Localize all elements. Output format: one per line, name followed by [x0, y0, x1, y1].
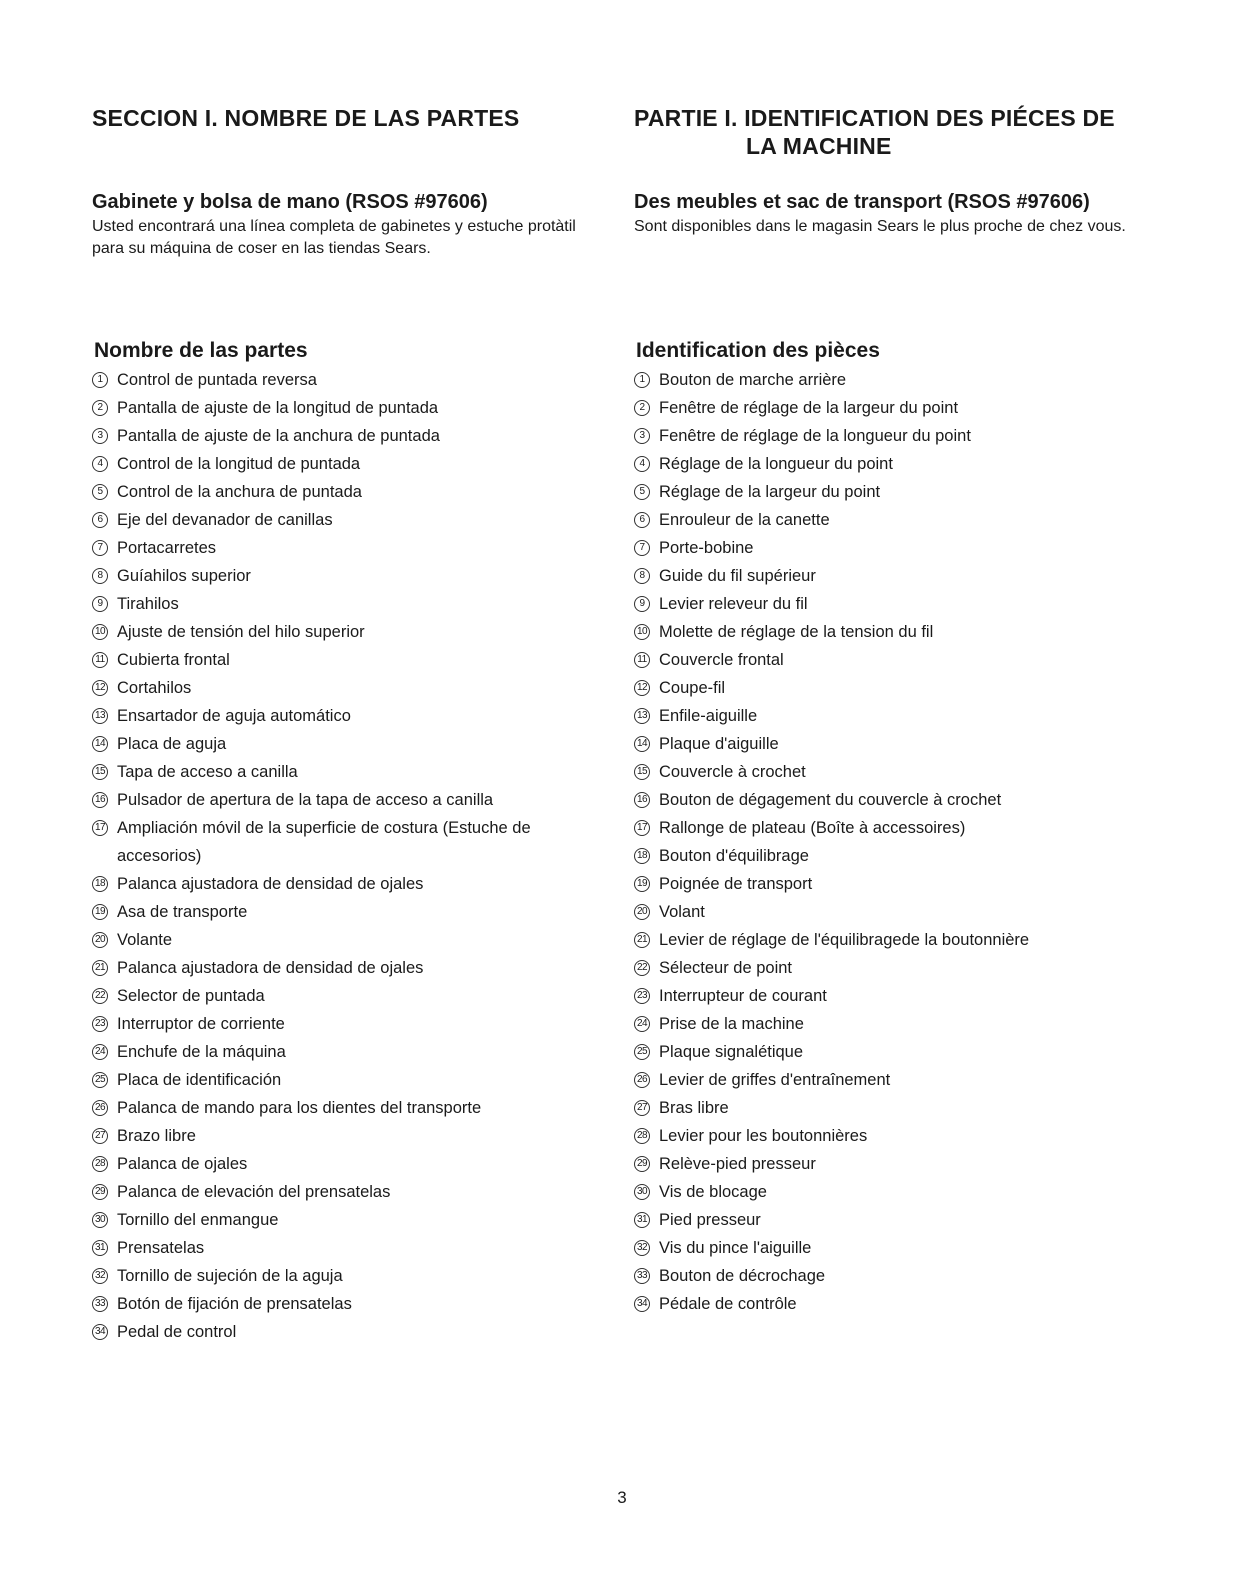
- circled-number-icon: 7: [634, 540, 650, 556]
- part-name: Levier releveur du fil: [659, 595, 808, 613]
- parts-title-fr: Identification des pièces: [636, 339, 880, 362]
- circled-number-icon: 15: [92, 764, 108, 780]
- list-item: [92, 898, 592, 926]
- part-name: Control de puntada reversa: [117, 371, 317, 389]
- part-name: Palanca ajustadora de densidad de ojales: [117, 959, 424, 977]
- list-item: [92, 1066, 592, 1094]
- part-name: Portacarretes: [117, 539, 217, 557]
- part-name: Levier de réglage de l'équilibragede la boutonnière: [659, 931, 1030, 949]
- list-item: [92, 758, 592, 786]
- part-name: Palanca ajustadora de densidad de ojales: [117, 875, 424, 893]
- list-item: [634, 590, 1154, 618]
- part-name: Bouton de marche arrière: [659, 371, 847, 389]
- part-name: Levier de griffes d'entraînement: [659, 1071, 891, 1089]
- part-name: Placa de aguja: [117, 735, 227, 753]
- list-item: [92, 562, 592, 590]
- circled-number-icon: 3: [634, 428, 650, 444]
- circled-number-icon: 26: [92, 1100, 108, 1116]
- part-name: Couvercle frontal: [659, 651, 784, 669]
- part-name: Bouton de dégagement du couvercle à crochet: [659, 791, 1002, 809]
- list-item: [634, 954, 1154, 982]
- circled-number-icon: 10: [634, 624, 650, 640]
- list-item: [634, 870, 1154, 898]
- circled-number-icon: 11: [92, 652, 108, 668]
- list-item: [634, 1262, 1154, 1290]
- circled-number-icon: 16: [92, 792, 108, 808]
- part-name: Palanca de elevación del prensatelas: [117, 1183, 391, 1201]
- circled-number-icon: 32: [92, 1268, 108, 1284]
- circled-number-icon: 30: [92, 1212, 108, 1228]
- list-item: [634, 618, 1154, 646]
- list-item: [634, 366, 1154, 394]
- list-item: [634, 898, 1154, 926]
- circled-number-icon: 3: [92, 428, 108, 444]
- list-item: [634, 730, 1154, 758]
- list-item: [92, 1122, 592, 1150]
- cabinet-description-es: Usted encontrará una línea completa de gabinetes y estuche protàtil para su máquina de coser en las tiendas Sears.: [92, 218, 576, 257]
- list-item: [634, 1234, 1154, 1262]
- circled-number-icon: 24: [634, 1016, 650, 1032]
- part-name: Vis de blocage: [659, 1183, 767, 1201]
- part-name: Tirahilos: [117, 595, 179, 613]
- list-item: [92, 1010, 592, 1038]
- parts-list-fr: [634, 366, 1154, 1318]
- circled-number-icon: 25: [634, 1044, 650, 1060]
- part-name: Poignée de transport: [659, 875, 813, 893]
- circled-number-icon: 2: [92, 400, 108, 416]
- list-item: [92, 590, 592, 618]
- circled-number-icon: 12: [634, 680, 650, 696]
- circled-number-icon: 21: [634, 932, 650, 948]
- cabinet-description-fr: Sont disponibles dans le magasin Sears le plus proche de chez vous.: [634, 218, 1126, 235]
- circled-number-icon: 2: [634, 400, 650, 416]
- list-item: [92, 1262, 592, 1290]
- circled-number-icon: 18: [634, 848, 650, 864]
- list-item: [92, 394, 592, 422]
- list-item: [634, 1206, 1154, 1234]
- list-item: [634, 1094, 1154, 1122]
- list-item: [634, 478, 1154, 506]
- part-name: Vis du pince l'aiguille: [659, 1239, 812, 1257]
- circled-number-icon: 22: [634, 960, 650, 976]
- circled-number-icon: 4: [634, 456, 650, 472]
- list-item: [92, 870, 592, 898]
- list-item: [634, 702, 1154, 730]
- list-item: [634, 1010, 1154, 1038]
- part-name: Cubierta frontal: [117, 651, 230, 669]
- part-name: Volante: [117, 931, 173, 949]
- circled-number-icon: 23: [634, 988, 650, 1004]
- part-name: Tornillo de sujeción de la aguja: [117, 1267, 343, 1285]
- list-item: [634, 422, 1154, 450]
- part-name: Plaque d'aiguille: [659, 735, 779, 753]
- circled-number-icon: 29: [634, 1156, 650, 1172]
- list-item: [634, 982, 1154, 1010]
- part-name: Brazo libre: [117, 1127, 196, 1145]
- parts-title-es: Nombre de las partes: [94, 339, 308, 362]
- circled-number-icon: 21: [92, 960, 108, 976]
- part-name: Fenêtre de réglage de la longueur du point: [659, 427, 971, 445]
- part-name: Tapa de acceso a canilla: [117, 763, 298, 781]
- part-name: Ampliación móvil de la superficie de costura (Estuche de accesorios): [117, 819, 531, 865]
- part-name: Palanca de ojales: [117, 1155, 248, 1173]
- part-name: Control de la longitud de puntada: [117, 455, 361, 473]
- part-name: Pedal de control: [117, 1323, 237, 1341]
- list-item: [92, 730, 592, 758]
- circled-number-icon: 16: [634, 792, 650, 808]
- part-name: Rallonge de plateau (Boîte à accessoires): [659, 819, 966, 837]
- cabinet-subtitle-es: Gabinete y bolsa de mano (RSOS #97606): [92, 191, 488, 213]
- part-name: Pied presseur: [659, 1211, 761, 1229]
- part-name: Porte-bobine: [659, 539, 754, 557]
- circled-number-icon: 19: [634, 876, 650, 892]
- part-name: Eje del devanador de canillas: [117, 511, 333, 529]
- circled-number-icon: 33: [634, 1268, 650, 1284]
- circled-number-icon: 1: [634, 372, 650, 388]
- part-name: Bouton d'équilibrage: [659, 847, 809, 865]
- part-name: Bras libre: [659, 1099, 729, 1117]
- circled-number-icon: 33: [92, 1296, 108, 1312]
- circled-number-icon: 26: [634, 1072, 650, 1088]
- list-item: [92, 422, 592, 450]
- list-item: [92, 646, 592, 674]
- part-name: Pulsador de apertura de la tapa de acceso a canilla: [117, 791, 494, 809]
- circled-number-icon: 4: [92, 456, 108, 472]
- circled-number-icon: 19: [92, 904, 108, 920]
- part-name: Control de la anchura de puntada: [117, 483, 362, 501]
- part-name: Guíahilos superior: [117, 567, 251, 585]
- circled-number-icon: 34: [92, 1324, 108, 1340]
- circled-number-icon: 14: [92, 736, 108, 752]
- circled-number-icon: 20: [634, 904, 650, 920]
- part-name: Volant: [659, 903, 705, 921]
- circled-number-icon: 9: [634, 596, 650, 612]
- part-name: Molette de réglage de la tension du fil: [659, 623, 934, 641]
- circled-number-icon: 11: [634, 652, 650, 668]
- list-item: [92, 478, 592, 506]
- list-item: [92, 1178, 592, 1206]
- part-name: Tornillo del enmangue: [117, 1211, 279, 1229]
- circled-number-icon: 32: [634, 1240, 650, 1256]
- circled-number-icon: 14: [634, 736, 650, 752]
- list-item: [634, 842, 1154, 870]
- list-item: [634, 758, 1154, 786]
- circled-number-icon: 24: [92, 1044, 108, 1060]
- part-name: Pantalla de ajuste de la anchura de puntada: [117, 427, 440, 445]
- list-item: [634, 450, 1154, 478]
- part-name: Ajuste de tensión del hilo superior: [117, 623, 365, 641]
- part-name: Placa de identificación: [117, 1071, 282, 1089]
- part-name: Relève-pied presseur: [659, 1155, 816, 1173]
- list-item: [92, 1094, 592, 1122]
- circled-number-icon: 6: [92, 512, 108, 528]
- circled-number-icon: 15: [634, 764, 650, 780]
- circled-number-icon: 27: [634, 1100, 650, 1116]
- part-name: Enchufe de la máquina: [117, 1043, 286, 1061]
- part-name: Levier pour les boutonnières: [659, 1127, 868, 1145]
- part-name: Botón de fijación de prensatelas: [117, 1295, 352, 1313]
- list-item: [92, 786, 592, 814]
- part-name: Bouton de décrochage: [659, 1267, 826, 1285]
- circled-number-icon: 9: [92, 596, 108, 612]
- list-item: [634, 1122, 1154, 1150]
- circled-number-icon: 6: [634, 512, 650, 528]
- part-name: Prise de la machine: [659, 1015, 804, 1033]
- section-title-fr-line1: PARTIE I. IDENTIFICATION DES PIÉCES DE: [634, 105, 1115, 131]
- list-item: [634, 394, 1154, 422]
- circled-number-icon: 17: [634, 820, 650, 836]
- list-item: [92, 702, 592, 730]
- circled-number-icon: 28: [634, 1128, 650, 1144]
- list-item: [92, 1234, 592, 1262]
- section-title-es: SECCION I. NOMBRE DE LAS PARTES: [92, 105, 520, 131]
- part-name: Interrupteur de courant: [659, 987, 827, 1005]
- part-name: Asa de transporte: [117, 903, 248, 921]
- part-name: Palanca de mando para los dientes del transporte: [117, 1099, 482, 1117]
- list-item: [634, 926, 1154, 954]
- list-item: [92, 506, 592, 534]
- part-name: Sélecteur de point: [659, 959, 793, 977]
- part-name: Fenêtre de réglage de la largeur du point: [659, 399, 959, 417]
- circled-number-icon: 5: [634, 484, 650, 500]
- list-item: [92, 1038, 592, 1066]
- list-item: [92, 982, 592, 1010]
- list-item: [634, 1290, 1154, 1318]
- part-name: Enfile-aiguille: [659, 707, 758, 725]
- page-number: 3: [617, 1488, 627, 1507]
- circled-number-icon: 31: [92, 1240, 108, 1256]
- part-name: Interruptor de corriente: [117, 1015, 285, 1033]
- circled-number-icon: 13: [634, 708, 650, 724]
- list-item: [634, 646, 1154, 674]
- part-name: Plaque signalétique: [659, 1043, 804, 1061]
- list-item: [92, 674, 592, 702]
- list-item: [634, 674, 1154, 702]
- circled-number-icon: 10: [92, 624, 108, 640]
- list-item: [92, 1318, 592, 1346]
- list-item: [634, 814, 1154, 842]
- circled-number-icon: 22: [92, 988, 108, 1004]
- list-item: [92, 954, 592, 982]
- circled-number-icon: 25: [92, 1072, 108, 1088]
- circled-number-icon: 8: [634, 568, 650, 584]
- list-item: [634, 1150, 1154, 1178]
- part-name: Prensatelas: [117, 1239, 205, 1257]
- list-item: [92, 1150, 592, 1178]
- list-item: [634, 534, 1154, 562]
- list-item: [92, 1290, 592, 1318]
- list-item: [634, 1038, 1154, 1066]
- part-name: Cortahilos: [117, 679, 192, 697]
- section-title-fr: [634, 104, 1154, 160]
- circled-number-icon: 20: [92, 932, 108, 948]
- circled-number-icon: 30: [634, 1184, 650, 1200]
- list-item: [92, 366, 592, 394]
- circled-number-icon: 13: [92, 708, 108, 724]
- part-name: Réglage de la longueur du point: [659, 455, 893, 473]
- list-item: [634, 562, 1154, 590]
- circled-number-icon: 34: [634, 1296, 650, 1312]
- list-item: [92, 618, 592, 646]
- list-item: [92, 534, 592, 562]
- part-name: Enrouleur de la canette: [659, 511, 830, 529]
- part-name: Ensartador de aguja automático: [117, 707, 351, 725]
- circled-number-icon: 1: [92, 372, 108, 388]
- list-item: [634, 1066, 1154, 1094]
- list-item: [634, 506, 1154, 534]
- circled-number-icon: 5: [92, 484, 108, 500]
- list-item: [92, 926, 592, 954]
- list-item: [92, 814, 592, 870]
- part-name: Couvercle à crochet: [659, 763, 806, 781]
- circled-number-icon: 29: [92, 1184, 108, 1200]
- part-name: Pantalla de ajuste de la longitud de puntada: [117, 399, 439, 417]
- cabinet-subtitle-fr: Des meubles et sac de transport (RSOS #97606): [634, 191, 1090, 213]
- circled-number-icon: 12: [92, 680, 108, 696]
- list-item: [92, 1206, 592, 1234]
- part-name: Selector de puntada: [117, 987, 265, 1005]
- part-name: Coupe-fil: [659, 679, 726, 697]
- circled-number-icon: 17: [92, 820, 108, 836]
- part-name: Réglage de la largeur du point: [659, 483, 881, 501]
- parts-list-es: [92, 366, 592, 1346]
- circled-number-icon: 23: [92, 1016, 108, 1032]
- circled-number-icon: 8: [92, 568, 108, 584]
- list-item: [634, 1178, 1154, 1206]
- circled-number-icon: 31: [634, 1212, 650, 1228]
- list-item: [634, 786, 1154, 814]
- section-title-fr-line2: LA MACHINE: [746, 133, 892, 159]
- circled-number-icon: 7: [92, 540, 108, 556]
- circled-number-icon: 18: [92, 876, 108, 892]
- circled-number-icon: 28: [92, 1156, 108, 1172]
- part-name: Guide du fil supérieur: [659, 567, 816, 585]
- part-name: Pédale de contrôle: [659, 1295, 797, 1313]
- list-item: [92, 450, 592, 478]
- circled-number-icon: 27: [92, 1128, 108, 1144]
